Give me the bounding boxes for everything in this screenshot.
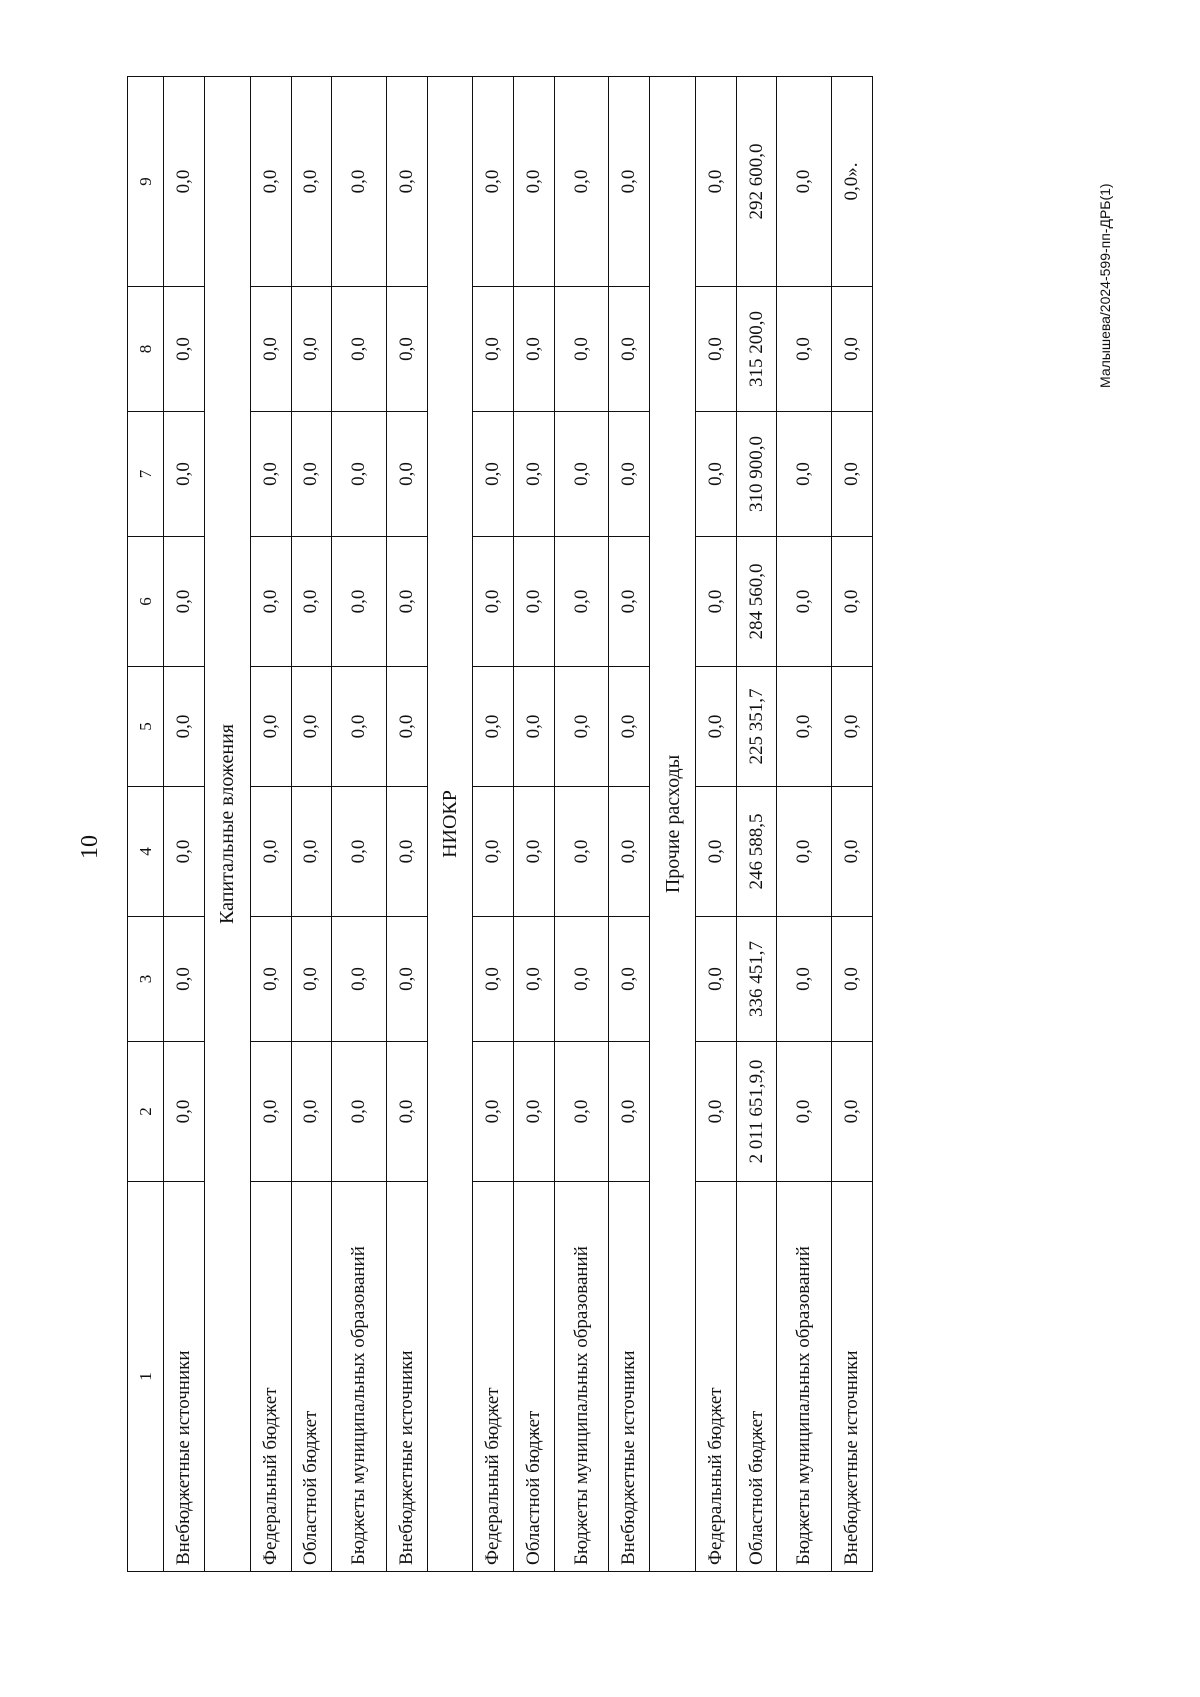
funding-source-label: Внебюджетные источники	[164, 1182, 205, 1572]
page-number: 10	[77, 835, 103, 859]
value-cell: 0,0	[473, 667, 514, 787]
section-row	[650, 77, 695, 1572]
value-cell: 0,0	[164, 1042, 205, 1182]
value-cell: 0,0	[164, 667, 205, 787]
value-cell: 0,0	[164, 917, 205, 1042]
value-cell: 0,0	[250, 917, 291, 1042]
value-cell: 0,0	[250, 537, 291, 667]
column-number: 1	[128, 1182, 164, 1572]
column-number: 7	[128, 412, 164, 537]
column-number: 8	[128, 287, 164, 412]
section-title: Капитальные вложения	[205, 77, 250, 1572]
column-number: 9	[128, 77, 164, 287]
section-title: Прочие расходы	[650, 77, 695, 1572]
funding-source-label: Федеральный бюджет	[250, 1182, 291, 1572]
budget-table	[127, 76, 873, 1572]
value-cell: 0,0	[291, 77, 332, 287]
value-cell: 0,0	[386, 412, 427, 537]
value-cell: 0,0	[164, 412, 205, 537]
column-number: 2	[128, 1042, 164, 1182]
value-cell: 0,0	[291, 1042, 332, 1182]
value-cell: 0,0	[514, 1042, 555, 1182]
value-cell: 0,0	[554, 1042, 609, 1182]
value-cell: 0,0	[514, 917, 555, 1042]
value-cell: 0,0	[386, 537, 427, 667]
value-cell: 0,0	[291, 537, 332, 667]
value-cell: 0,0	[695, 537, 736, 667]
table-row	[514, 77, 555, 1572]
table-row	[473, 77, 514, 1572]
value-cell: 0,0	[514, 412, 555, 537]
value-cell: 292 600,0	[736, 77, 777, 287]
column-number: 3	[128, 917, 164, 1042]
value-cell: 0,0	[250, 667, 291, 787]
value-cell: 246 588,5	[736, 787, 777, 917]
funding-source-label: Внебюджетные источники	[386, 1182, 427, 1572]
value-cell: 0,0	[554, 917, 609, 1042]
value-cell: 0,0	[831, 412, 872, 537]
value-cell: 0,0».	[831, 77, 872, 287]
value-cell: 0,0	[473, 917, 514, 1042]
value-cell: 0,0	[473, 77, 514, 287]
value-cell: 0,0	[695, 287, 736, 412]
value-cell: 0,0	[831, 917, 872, 1042]
table-row	[554, 77, 609, 1572]
value-cell: 0,0	[332, 667, 387, 787]
section-row	[427, 77, 472, 1572]
value-cell: 0,0	[777, 537, 832, 667]
value-cell: 0,0	[609, 787, 650, 917]
value-cell: 0,0	[386, 787, 427, 917]
value-cell: 0,0	[291, 287, 332, 412]
value-cell: 0,0	[695, 77, 736, 287]
value-cell: 315 200,0	[736, 287, 777, 412]
section-title: НИОКР	[427, 77, 472, 1572]
value-cell: 0,0	[473, 287, 514, 412]
section-row	[205, 77, 250, 1572]
value-cell: 0,0	[386, 917, 427, 1042]
value-cell: 0,0	[250, 287, 291, 412]
column-number: 4	[128, 787, 164, 917]
value-cell: 0,0	[332, 287, 387, 412]
value-cell: 225 351,7	[736, 667, 777, 787]
value-cell: 0,0	[554, 412, 609, 537]
value-cell: 0,0	[695, 412, 736, 537]
value-cell: 0,0	[250, 77, 291, 287]
value-cell: 0,0	[514, 667, 555, 787]
value-cell: 0,0	[777, 1042, 832, 1182]
value-cell: 0,0	[831, 287, 872, 412]
value-cell: 310 900,0	[736, 412, 777, 537]
table-header-row	[128, 77, 164, 1572]
value-cell: 0,0	[291, 917, 332, 1042]
value-cell: 336 451,7	[736, 917, 777, 1042]
funding-source-label: Бюджеты муниципальных образований	[554, 1182, 609, 1572]
value-cell: 0,0	[250, 1042, 291, 1182]
value-cell: 0,0	[164, 287, 205, 412]
value-cell: 0,0	[332, 537, 387, 667]
funding-source-label: Областной бюджет	[291, 1182, 332, 1572]
value-cell: 284 560,0	[736, 537, 777, 667]
table-row	[332, 77, 387, 1572]
value-cell: 0,0	[514, 787, 555, 917]
value-cell: 0,0	[777, 287, 832, 412]
value-cell: 0,0	[332, 917, 387, 1042]
value-cell: 0,0	[695, 1042, 736, 1182]
value-cell: 0,0	[777, 412, 832, 537]
value-cell: 0,0	[250, 787, 291, 917]
value-cell: 0,0	[554, 537, 609, 667]
value-cell: 0,0	[386, 287, 427, 412]
table-row	[386, 77, 427, 1572]
table-row	[291, 77, 332, 1572]
value-cell: 0,0	[554, 667, 609, 787]
funding-source-label: Внебюджетные источники	[831, 1182, 872, 1572]
value-cell: 0,0	[831, 667, 872, 787]
table-row	[695, 77, 736, 1572]
value-cell: 0,0	[609, 667, 650, 787]
value-cell: 0,0	[332, 412, 387, 537]
value-cell: 0,0	[514, 287, 555, 412]
value-cell: 0,0	[473, 537, 514, 667]
value-cell: 0,0	[554, 77, 609, 287]
value-cell: 0,0	[514, 537, 555, 667]
value-cell: 0,0	[609, 537, 650, 667]
funding-source-label: Федеральный бюджет	[473, 1182, 514, 1572]
value-cell: 0,0	[554, 287, 609, 412]
value-cell: 0,0	[609, 917, 650, 1042]
value-cell: 0,0	[386, 1042, 427, 1182]
value-cell: 0,0	[831, 787, 872, 917]
value-cell: 0,0	[831, 1042, 872, 1182]
funding-source-label: Внебюджетные источники	[609, 1182, 650, 1572]
value-cell: 0,0	[514, 77, 555, 287]
value-cell: 0,0	[332, 787, 387, 917]
value-cell: 0,0	[777, 917, 832, 1042]
value-cell: 0,0	[777, 77, 832, 287]
value-cell: 0,0	[164, 537, 205, 667]
table-row	[777, 77, 832, 1572]
value-cell: 0,0	[332, 77, 387, 287]
funding-source-label: Федеральный бюджет	[695, 1182, 736, 1572]
table-row	[250, 77, 291, 1572]
column-number: 5	[128, 667, 164, 787]
value-cell: 0,0	[386, 667, 427, 787]
value-cell: 0,0	[609, 287, 650, 412]
value-cell: 0,0	[291, 667, 332, 787]
value-cell: 0,0	[473, 412, 514, 537]
table-row	[831, 77, 872, 1572]
rotated-table-container	[127, 77, 873, 1572]
value-cell: 0,0	[609, 1042, 650, 1182]
value-cell: 0,0	[386, 77, 427, 287]
value-cell: 2 011 651,9,0	[736, 1042, 777, 1182]
value-cell: 0,0	[164, 787, 205, 917]
value-cell: 0,0	[473, 787, 514, 917]
value-cell: 0,0	[164, 77, 205, 287]
funding-source-label: Областной бюджет	[514, 1182, 555, 1572]
value-cell: 0,0	[250, 412, 291, 537]
value-cell: 0,0	[473, 1042, 514, 1182]
table-row	[164, 77, 205, 1572]
table-row	[609, 77, 650, 1572]
value-cell: 0,0	[609, 412, 650, 537]
funding-source-label: Бюджеты муниципальных образований	[332, 1182, 387, 1572]
value-cell: 0,0	[554, 787, 609, 917]
value-cell: 0,0	[695, 787, 736, 917]
value-cell: 0,0	[609, 77, 650, 287]
value-cell: 0,0	[777, 787, 832, 917]
value-cell: 0,0	[291, 787, 332, 917]
column-number: 6	[128, 537, 164, 667]
funding-source-label: Областной бюджет	[736, 1182, 777, 1572]
value-cell: 0,0	[777, 667, 832, 787]
value-cell: 0,0	[291, 412, 332, 537]
value-cell: 0,0	[831, 537, 872, 667]
table-row	[736, 77, 777, 1572]
value-cell: 0,0	[695, 667, 736, 787]
value-cell: 0,0	[332, 1042, 387, 1182]
funding-source-label: Бюджеты муниципальных образований	[777, 1182, 832, 1572]
document-code: Малышева/2024-599-пп-ДРБ(1)	[1097, 183, 1113, 388]
value-cell: 0,0	[695, 917, 736, 1042]
